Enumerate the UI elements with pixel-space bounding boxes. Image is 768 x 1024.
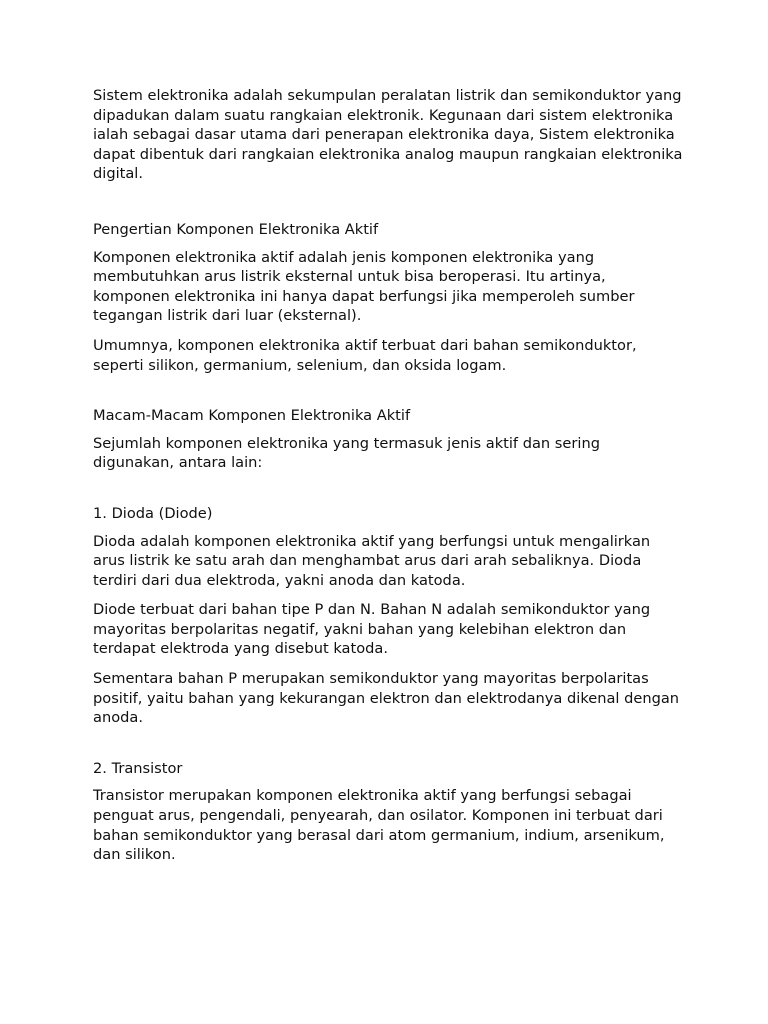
intro-paragraph: Sistem elektronika adalah sekumpulan peralatan listrik dan semikonduktor yang dipadukan dalam suatu rangkaian elektronik. Kegunaan dari sistem elektronika ialah sebagai dasar utama dari penerapan elektronika daya, Sistem elektronika dapat dibentuk dari rangkaian elektronika analog maupun rangkaian elektronika digital. (93, 87, 683, 183)
dioda-paragraph-3: Sementara bahan P merupakan semikonduktor yang mayoritas berpolaritas positif, yaitu bahan yang kekurangan elektron dan elektrodanya dikenal dengan anoda. (93, 670, 680, 727)
pengertian-paragraph-2: Umumnya, komponen elektronika aktif terbuat dari bahan semikonduktor, seperti silikon, germanium, selenium, dan oksida logam. (93, 336, 637, 374)
section-heading-pengertian: Pengertian Komponen Elektronika Aktif (93, 220, 379, 238)
section-heading-transistor: 2. Transistor (93, 759, 183, 777)
macam-paragraph: Sejumlah komponen elektronika yang termasuk jenis aktif dan sering digunakan, antara lain: (93, 434, 600, 472)
transistor-paragraph: Transistor merupakan komponen elektronika aktif yang berfungsi sebagai penguat arus, pengendali, penyearah, dan osilator. Komponen ini terbuat dari bahan semikonduktor yang berasal dari atom germanium, indium, arsenikum, dan silikon. (93, 787, 665, 864)
section-heading-dioda: 1. Dioda (Diode) (93, 504, 213, 522)
section-heading-macam: Macam-Macam Komponen Elektronika Aktif (93, 407, 411, 425)
dioda-paragraph-2: Diode terbuat dari bahan tipe P dan N. Bahan N adalah semikonduktor yang mayoritas berpolaritas negatif, yakni bahan yang kelebihan elektron dan terdapat elektroda yang disebut katoda. (93, 601, 651, 658)
dioda-paragraph-1: Dioda adalah komponen elektronika aktif yang berfungsi untuk mengalirkan arus listrik ke satu arah dan menghambat arus dari arah sebaliknya. Dioda terdiri dari dua elektroda, yakni anoda dan katoda. (93, 532, 651, 589)
document-page (93, 86, 683, 875)
pengertian-paragraph-1: Komponen elektronika aktif adalah jenis komponen elektronika yang membutuhkan arus listrik eksternal untuk bisa beroperasi. Itu artinya, komponen elektronika ini hanya dapat berfungsi jika memperoleh sumber tegangan listrik dari luar (eksternal). (93, 248, 635, 325)
